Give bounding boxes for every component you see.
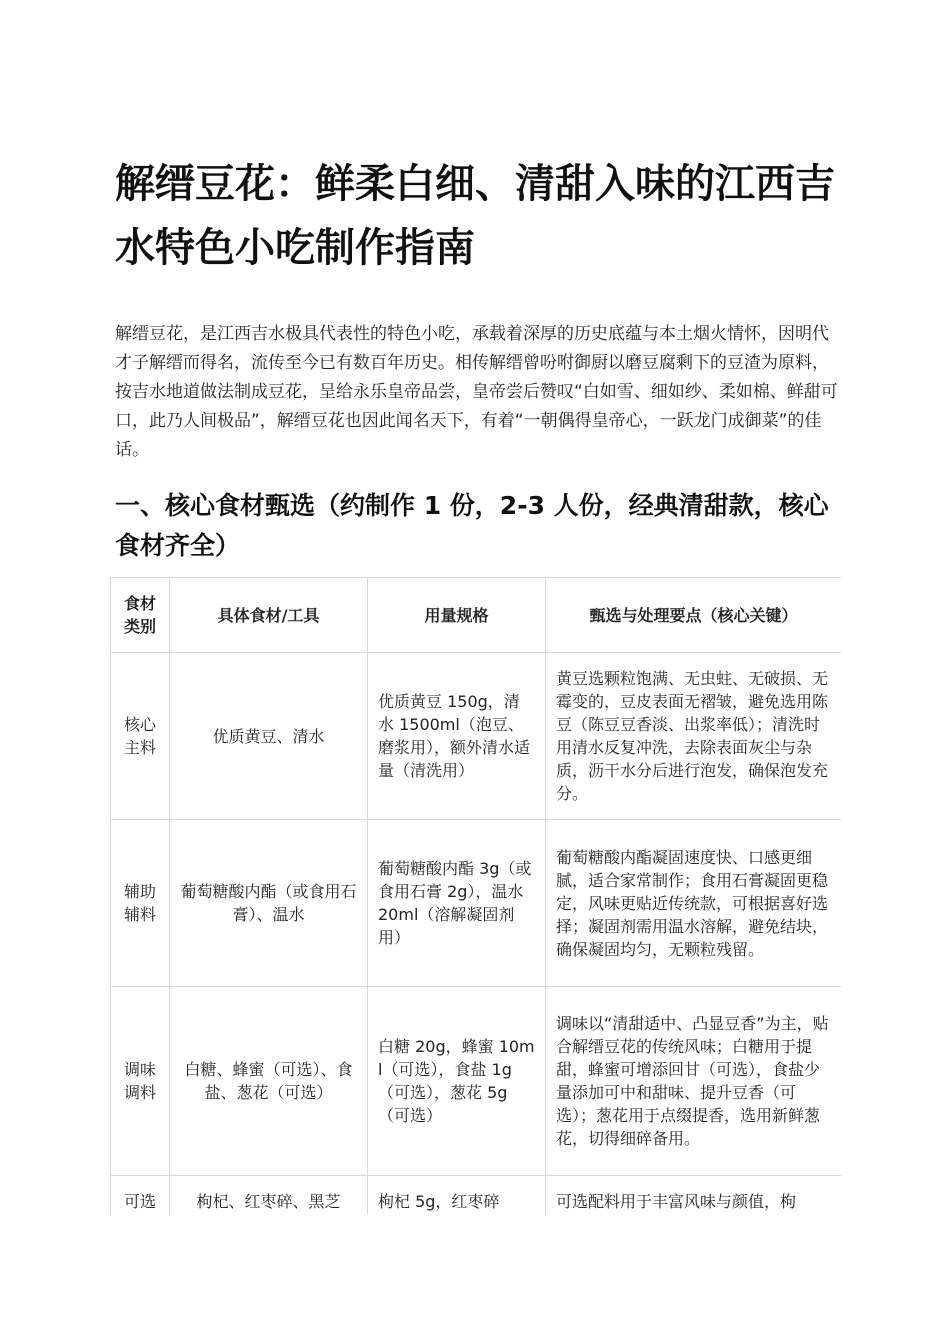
cell-items: 枸杞、红枣碎、黑芝 — [170, 1176, 368, 1216]
cell-notes: 可选配料用于丰富风味与颜值，枸 — [546, 1176, 842, 1216]
cell-items: 白糖、蜂蜜（可选）、食盐、葱花（可选） — [170, 987, 368, 1176]
cell-amount: 葡萄糖酸内酯 3g（或食用石膏 2g），温水 20ml（溶解凝固剂用） — [368, 820, 546, 987]
ingredients-table-container — [110, 577, 841, 1215]
column-header-category: 食材类别 — [111, 578, 170, 653]
cell-category: 辅助辅料 — [111, 820, 170, 987]
cell-notes: 调味以“清甜适中、凸显豆香”为主，贴合解缙豆花的传统风味；白糖用于提甜，蜂蜜可增添回甘（可选），食盐少量添加可中和甜味、提升豆香（可选）；葱花用于点缀提香，选用新鲜葱花，切得细碎备用。 — [546, 987, 842, 1176]
column-header-notes: 甄选与处理要点（核心关键） — [546, 578, 842, 653]
cell-category: 核心主料 — [111, 653, 170, 820]
cell-notes: 葡萄糖酸内酯凝固速度快、口感更细腻，适合家常制作；食用石膏凝固更稳定，风味更贴近传统款，可根据喜好选择；凝固剂需用温水溶解，避免结块，确保凝固均匀，无颗粒残留。 — [546, 820, 842, 987]
section-heading-ingredients: 一、核心食材甄选（约制作 1 份，2-3 人份，经典清甜款，核心食材齐全） — [115, 491, 829, 560]
table-row — [111, 1176, 842, 1216]
cell-notes: 黄豆选颗粒饱满、无虫蛀、无破损、无霉变的，豆皮表面无褶皱，避免选用陈豆（陈豆豆香淡、出浆率低）；清洗时用清水反复冲洗，去除表面灰尘与杂质，沥干水分后进行泡发，确保泡发充分。 — [546, 653, 842, 820]
table-header-row — [111, 578, 842, 653]
intro-paragraph: 解缙豆花，是江西吉水极具代表性的特色小吃，承载着深厚的历史底蕴与本土烟火情怀，因明代才子解缙而得名，流传至今已有数百年历史。相传解缙曾吩咐御厨以磨豆腐剩下的豆渣为原料，按吉水地道做法制成豆花，呈给永乐皇帝品尝，皇帝尝后赞叹“白如雪、细如纱、柔如棉、鲜甜可口，此乃人间极品”，解缙豆花也因此闻名天下，有着“一朝偶得皇帝心，一跃龙门成御菜”的佳话。 — [115, 324, 838, 460]
cell-amount: 优质黄豆 150g，清水 1500ml（泡豆、磨浆用），额外清水适量（清洗用） — [368, 653, 546, 820]
cell-amount: 白糖 20g，蜂蜜 10ml（可选），食盐 1g（可选），葱花 5g（可选） — [368, 987, 546, 1176]
table-row — [111, 987, 842, 1176]
column-header-amount: 用量规格 — [368, 578, 546, 653]
cell-category: 可选 — [111, 1176, 170, 1216]
cell-items: 优质黄豆、清水 — [170, 653, 368, 820]
ingredients-table — [110, 577, 841, 1215]
column-header-items: 具体食材/工具 — [170, 578, 368, 653]
table-row — [111, 653, 842, 820]
cell-amount: 枸杞 5g，红枣碎 — [368, 1176, 546, 1216]
cell-items: 葡萄糖酸内酯（或食用石膏）、温水 — [170, 820, 368, 987]
cell-category: 调味调料 — [111, 987, 170, 1176]
table-row — [111, 820, 842, 987]
page-title: 解缙豆花：鲜柔白细、清甜入味的江西吉水特色小吃制作指南 — [115, 161, 835, 271]
